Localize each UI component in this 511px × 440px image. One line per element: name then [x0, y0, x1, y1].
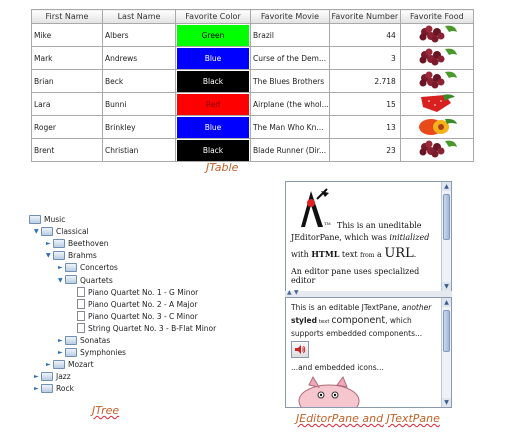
editor-a-word: a [374, 250, 385, 259]
cell-favorite-color[interactable] [176, 116, 251, 139]
tree-node-music[interactable] [22, 214, 65, 226]
tree-leaf-string-quartet-3[interactable] [70, 323, 216, 335]
divider-up-arrow-icon[interactable]: ▲ [287, 289, 292, 296]
tree-node-mozart[interactable] [46, 359, 94, 371]
tree-node-label: Piano Quartet No. 3 - C Minor [88, 311, 198, 321]
cell-favorite-food[interactable] [400, 70, 473, 93]
tree-node-label: String Quartet No. 3 - B-Flat Minor [88, 323, 217, 333]
tree-node-label: Music [44, 215, 66, 224]
cell-favorite-number[interactable]: 13 [329, 116, 400, 139]
cell-favorite-number[interactable]: 15 [329, 93, 400, 116]
cell-last-name[interactable]: Christian [103, 139, 176, 162]
peach-icon [415, 129, 459, 138]
cell-last-name[interactable]: Andrews [103, 47, 176, 70]
tree-node-label: Sonatas [80, 336, 111, 345]
cell-favorite-movie[interactable]: Blade Runner (Dir... [251, 139, 330, 162]
grapes-icon [415, 83, 459, 92]
editor-line-2-italic: initialized [389, 233, 430, 242]
cell-first-name[interactable]: Lara [32, 93, 103, 116]
color-swatch: Black [177, 71, 249, 92]
editor-from-small: from [360, 252, 375, 259]
cell-first-name[interactable]: Brian [32, 70, 103, 93]
cell-favorite-movie[interactable]: The Man Who Kn... [251, 116, 330, 139]
column-header-first-name[interactable]: First Name [32, 10, 103, 24]
editor-line-4: An editor pane uses specialized editor [291, 267, 420, 285]
speaker-icon [294, 344, 306, 355]
duke-mascot-icon [297, 187, 331, 229]
color-swatch: Blue [177, 117, 249, 138]
scroll-down-arrow-icon[interactable]: ▼ [442, 282, 451, 291]
collapsed-handle-icon[interactable]: ► [34, 385, 39, 393]
table-row[interactable] [32, 139, 474, 162]
folder-icon [53, 239, 65, 248]
textpane-another-italic: another [401, 303, 432, 312]
tree-node-label: Piano Quartet No. 2 - A Major [88, 299, 198, 309]
textpane-styled-bold: styled [291, 316, 317, 325]
color-swatch: Blue [177, 48, 249, 69]
collapsed-handle-icon[interactable]: ► [58, 337, 63, 344]
cell-favorite-color[interactable] [176, 139, 251, 162]
cell-favorite-food[interactable] [400, 93, 473, 116]
tree-node-brahms[interactable] [46, 250, 97, 262]
cell-favorite-number[interactable]: 2.718 [329, 70, 400, 93]
tree-node-classical[interactable] [34, 226, 89, 238]
textpane-line-3: supports embedded components... [291, 329, 423, 338]
tree-node-quartets[interactable] [58, 275, 113, 287]
color-swatch: Black [177, 140, 249, 161]
jtable[interactable] [31, 9, 474, 162]
cell-favorite-movie[interactable]: Brazil [251, 24, 330, 47]
jtable-caption: JTable [206, 161, 239, 174]
cell-favorite-movie[interactable]: Curse of the Dem... [251, 47, 330, 70]
editor-period: . [413, 250, 417, 259]
tree-node-label: Mozart [68, 360, 94, 370]
textpane-scrollbar[interactable] [441, 298, 451, 407]
collapsed-handle-icon[interactable]: ► [46, 240, 51, 248]
scroll-down-arrow-icon[interactable]: ▼ [442, 398, 451, 407]
document-icon [77, 299, 85, 309]
column-header-favorite-food[interactable]: Favorite Food [400, 10, 473, 24]
document-icon [77, 287, 85, 297]
tree-leaf-quartet-2[interactable] [70, 299, 197, 311]
column-header-last-name[interactable]: Last Name [103, 10, 176, 24]
folder-icon [41, 384, 53, 393]
cell-favorite-movie[interactable]: The Blues Brothers [251, 70, 330, 93]
folder-icon [53, 360, 65, 369]
editor-line-1: This is an uneditable [337, 221, 422, 230]
embedded-sound-button[interactable] [291, 341, 309, 358]
document-icon [77, 323, 85, 333]
expanded-handle-icon[interactable]: ▼ [34, 228, 39, 236]
cell-last-name[interactable]: Brinkley [103, 116, 176, 139]
cell-favorite-color[interactable] [176, 47, 251, 70]
editor-html-bold: HTML [311, 249, 340, 259]
tree-node-label: Rock [56, 384, 74, 394]
tree-node-label: Jazz [56, 372, 71, 382]
tree-node-symphonies[interactable] [58, 347, 126, 359]
tree-node-rock[interactable] [34, 383, 74, 395]
cell-favorite-color[interactable] [176, 93, 251, 116]
editor-line-2: JEditorPane, which was [291, 233, 390, 242]
collapsed-handle-icon[interactable]: ► [46, 361, 51, 369]
scroll-up-arrow-icon[interactable]: ▲ [442, 182, 451, 191]
tree-leaf-quartet-3[interactable] [70, 311, 198, 323]
cell-favorite-food[interactable] [400, 116, 473, 139]
tree-node-label: Quartets [80, 275, 113, 285]
textpane-which: , which [385, 316, 412, 325]
svg-text:TM: TM [324, 221, 331, 226]
collapsed-handle-icon[interactable]: ► [58, 349, 63, 357]
table-header-row [32, 10, 474, 24]
collapsed-handle-icon[interactable]: ► [34, 373, 39, 381]
folder-icon [65, 275, 77, 284]
tree-node-jazz[interactable] [34, 371, 71, 383]
table-row[interactable] [32, 24, 474, 47]
tree-node-label: Classical [56, 227, 89, 237]
cell-favorite-food[interactable] [400, 24, 473, 47]
textpane-content[interactable] [286, 298, 441, 407]
strawberry-icon [415, 106, 459, 115]
folder-icon [65, 336, 77, 345]
grapes-icon [415, 37, 459, 46]
folder-icon [53, 251, 65, 260]
folder-icon [41, 372, 53, 381]
jtextpane[interactable] [285, 297, 452, 408]
tree-node-label: Beethoven [68, 239, 109, 249]
cell-first-name[interactable]: Roger [32, 116, 103, 139]
tree-node-label: Piano Quartet No. 1 - G Minor [88, 287, 199, 297]
tree-leaf-quartet-1[interactable] [70, 287, 198, 299]
tree-node-label: Concertos [80, 263, 118, 273]
cell-last-name[interactable]: Albers [103, 24, 176, 47]
cell-favorite-color[interactable] [176, 70, 251, 93]
tree-node-sonatas[interactable] [58, 335, 110, 347]
cell-favorite-food[interactable] [400, 47, 473, 70]
folder-icon [65, 263, 77, 272]
editor-content [286, 182, 441, 291]
textpane-scroll-thumb[interactable] [443, 310, 450, 352]
table-row[interactable] [32, 116, 474, 139]
cell-favorite-number[interactable]: 23 [329, 139, 400, 162]
expanded-handle-icon[interactable]: ▼ [46, 252, 51, 260]
cell-first-name[interactable]: Mike [32, 24, 103, 47]
cell-first-name[interactable]: Brent [32, 139, 103, 162]
tree-node-label: Symphonies [80, 348, 126, 358]
grapes-icon [415, 152, 459, 161]
tree-node-concertos[interactable] [58, 262, 118, 274]
scroll-up-arrow-icon[interactable]: ▲ [442, 298, 451, 307]
textpane-line-4: ...and embedded icons... [291, 363, 384, 372]
pig-icon [291, 375, 361, 408]
column-header-favorite-movie[interactable]: Favorite Movie [251, 10, 330, 24]
tree-node-label: Brahms [68, 251, 97, 261]
collapsed-handle-icon[interactable]: ► [58, 264, 63, 272]
editor-line-3-a: with [291, 250, 312, 259]
tree-node-beethoven[interactable] [46, 238, 108, 250]
color-swatch: Red [177, 94, 249, 115]
column-header-favorite-number[interactable]: Favorite Number [329, 10, 400, 24]
cell-first-name[interactable]: Mark [32, 47, 103, 70]
cell-favorite-number[interactable]: 44 [329, 24, 400, 47]
column-header-favorite-color[interactable]: Favorite Color [176, 10, 251, 24]
editor-url-large: URL [384, 246, 414, 261]
textpane-component-large: component [331, 315, 386, 326]
jeditorpane[interactable] [285, 181, 452, 292]
cell-favorite-food[interactable] [400, 139, 473, 162]
folder-icon [65, 348, 77, 357]
table-row[interactable] [32, 47, 474, 70]
jtree-caption: JTree [92, 404, 120, 417]
editor-scroll-thumb[interactable] [443, 194, 450, 240]
panes-caption: JEditorPane and JTextPane [296, 412, 440, 425]
editor-scrollbar[interactable] [441, 182, 451, 291]
cell-last-name[interactable]: Beck [103, 70, 176, 93]
cell-favorite-color[interactable] [176, 24, 251, 47]
cell-favorite-movie[interactable]: Airplane (the whol... [251, 93, 330, 116]
textpane-text-small: text [316, 319, 332, 325]
textpane-line-1: This is an editable JTextPane, [291, 303, 402, 312]
table-row[interactable] [32, 70, 474, 93]
folder-icon [29, 215, 41, 224]
folder-icon [41, 227, 53, 236]
divider-down-arrow-icon[interactable]: ▼ [294, 289, 299, 296]
table-row[interactable] [32, 93, 474, 116]
grapes-icon [415, 60, 459, 69]
cell-favorite-number[interactable]: 3 [329, 47, 400, 70]
expanded-handle-icon[interactable]: ▼ [58, 276, 63, 284]
cell-last-name[interactable]: Bunni [103, 93, 176, 116]
editor-text-word: text [339, 250, 361, 259]
color-swatch: Green [177, 25, 249, 46]
document-icon [77, 311, 85, 321]
